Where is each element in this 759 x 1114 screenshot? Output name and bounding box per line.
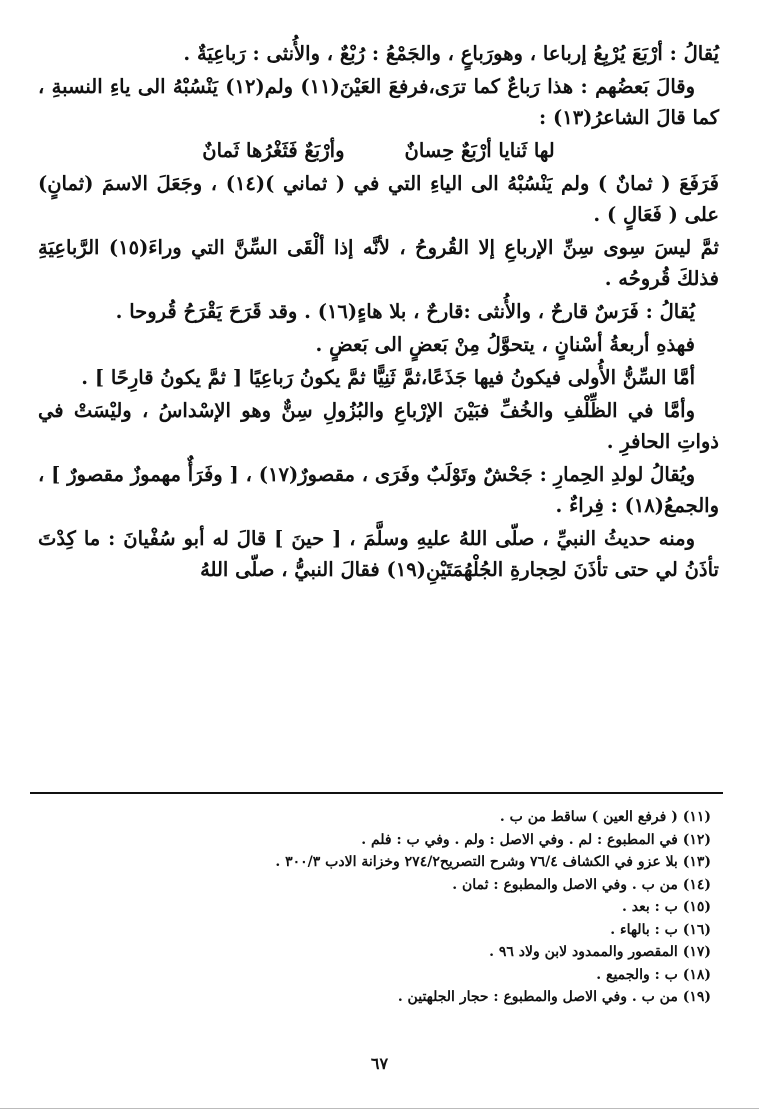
paragraph: فهذهِ أربعةُ أسْنانٍ ، يتحوَّلُ مِنْ بَعضٍ الى بَعضٍ . [315,333,695,356]
footnote-divider [30,792,723,794]
footnotes [40,806,711,1009]
paragraph: يُقالُ : فَرَسٌ قارحٌ ، والأُنثى :قارحٌ ، بلا هاءٍ(١٦) . وقد قَرَحَ يَقْرَحُ قُروحا . [115,300,695,323]
paragraph: وقالَ بَعضُهم : هذا رَباعٌ كما ترَى،فرفعَ العَيْنَ(١١) ولم(١٢) يَنْسُبْهُ الى ياءِ النسبةِ ، كما قالَ الشاعرُ(١٣) : [38,75,719,129]
paragraph: أمَّا السِّنُّ الأُولى فيكونُ فيها جَذَعًا،ثمَّ ثَنِيًّا ثمَّ يكونُ رَباعِيًا [ ثمَّ يكونُ قارِحًا ] . [81,366,695,389]
paragraph: يُقالُ : أرْبَعَ يُرْبِعُ إرباعا ، وهورَباعٍ ، والجَمْعُ : رُبْعٌ ، والأُنثى : رَباعِيَةٌ . [183,42,719,65]
page-number: ٦٧ [370,1054,389,1073]
main-text [38,38,719,585]
footnote: (١٢) في المطبوع : لم . وفي الاصل : ولم . وفي ب : فلم . [361,831,711,848]
verse-hemistich-first: لها ثَنايا أرْبَعٌ حِسانٌ [404,139,555,162]
footnote: (١٦) ب : بالهاء . [610,921,711,938]
footnote: (١٣) بلا عزو في الكشاف ٧٦/٤ وشرح التصريح٢٧٤/٢ وخزانة الادب ٣٠٠/٣ . [275,854,711,870]
paragraph: ثمَّ ليسَ سِوى سِنِّ الإرباعِ إلا القُروحُ ، لأنَّه إذا ألْقَى السِّنَّ التي وراءَ(١٥) الرَّباعِيَةِ فذلكَ قُروحُه . [38,236,719,290]
page-edge-line [0,1108,759,1109]
verse [38,135,719,166]
paragraph: وأمَّا في الظِّلْفِ والخُفِّ فبَيْنَ الإرْباعِ والبُزُولِ سِنٌّ وهو الإسْداسُ ، وليْسَتْ في ذواتِ الحافرِ . [38,399,719,453]
footnote: (١٧) المقصور والممدود لابن ولاد ٩٦ . [489,944,711,960]
footnote: (١١) ( فرفع العين ) ساقط من ب . [499,809,711,825]
paragraph: ومنه حديثُ النبيِّ ، صلّى اللهُ عليهِ وسلَّمَ ، [ حينَ ] قالَ له أبو سُفْيانَ : ما كِدْتَ تأذَنُ لي حتى تأذَنَ لحِجارةِ الجُلْهُمَتَيْنِ(١٩) فقالَ النبيُّ ، صلّى اللهُ [38,527,719,581]
footnote: (١٨) ب : والجميع . [596,966,711,983]
footnote: (١٩) من ب . وفي الاصل والمطبوع : حجار الجلهتين . [397,989,711,1005]
verse-hemistich-second: وأرْبَعٌ فَثَغْرُها ثَمانٌ [202,139,345,162]
footnote: (١٤) من ب . وفي الاصل والمطبوع : ثمان . [452,876,711,893]
footnote: (١٥) ب : بعد . [621,899,711,915]
paragraph: ويُقالُ لولدِ الحِمارِ : جَحْشٌ وتَوْلَبٌ وفَرَى ، مقصورٌ(١٧) ، [ وفَرَأٌ مهموزٌ مقصورٌ ] ، والجمعُ(١٨) : فِراءٌ . [38,463,719,517]
paragraph: فَرَفَعَ ( ثمانٌ ) ولم يَنْسُبْهُ الى الياءِ التي في ( ثماني )(١٤) ، وجَعَلَ الاسمَ (ثمانٍ) على ( فَعَالٍ ) . [38,172,719,226]
